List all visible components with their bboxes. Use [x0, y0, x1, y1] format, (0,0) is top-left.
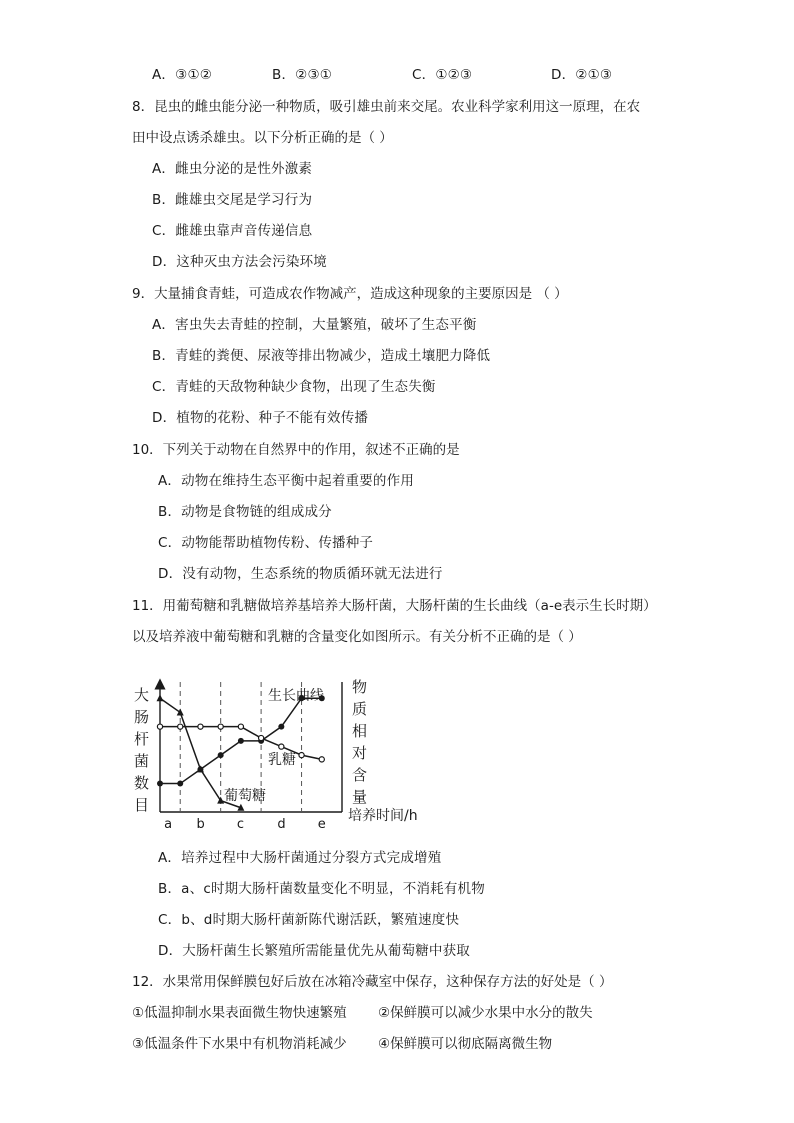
y-axis-right-label-char: 质	[352, 700, 368, 718]
period-label-c: c	[236, 817, 245, 832]
y-axis-left-label-char: 数	[134, 774, 150, 792]
y-axis-left-label-char: 大	[134, 686, 150, 704]
q7-option-d: D．②①③	[551, 67, 613, 83]
data-point	[157, 694, 164, 701]
q9-option-a: A．害虫失去青蛙的控制，大量繁殖，破坏了生态平衡	[152, 317, 477, 333]
q9-option-c: C．青蛙的天敌物种缺少食物，出现了生态失衡	[152, 379, 436, 395]
q11-option-d: D．大肠杆菌生长繁殖所需能量优先从葡萄糖中获取	[158, 943, 470, 959]
q12-item-2: ②保鲜膜可以减少水果中水分的散失	[378, 1005, 593, 1021]
data-point	[259, 735, 264, 740]
y-axis-left-label-group	[134, 686, 149, 814]
q11-stem-line2: 以及培养液中葡萄糖和乳糖的含量变化如图所示。有关分析不正确的是（ ）	[132, 629, 582, 645]
data-point	[218, 752, 224, 758]
series-label-growth: 生长曲线	[268, 688, 324, 704]
y-axis-right-label-char: 相	[352, 722, 368, 740]
q12-item-4: ④保鲜膜可以彻底隔离微生物	[378, 1036, 553, 1052]
q9-option-d: D．植物的花粉、种子不能有效传播	[152, 410, 369, 426]
data-point	[177, 708, 184, 715]
period-label-a: a	[164, 817, 173, 832]
growth-curve-chart	[128, 672, 438, 832]
q11-option-b: B．a、c时期大肠杆菌数量变化不明显，不消耗有机物	[158, 881, 485, 897]
data-point	[279, 744, 284, 749]
period-labels	[164, 817, 326, 832]
q11-option-a: A．培养过程中大肠杆菌通过分裂方式完成增殖	[158, 850, 442, 866]
q11-stem-line1: 11．用葡萄糖和乳糖做培养基培养大肠杆菌，大肠杆菌的生长曲线（a-e表示生长时期）	[132, 598, 657, 614]
data-point	[178, 724, 183, 729]
y-axis-right-label-group	[352, 678, 367, 806]
data-point	[218, 724, 223, 729]
q7-option-c: C．①②③	[412, 67, 473, 83]
q7-option-b: B．②③①	[272, 67, 333, 83]
period-label-d: d	[277, 817, 286, 832]
data-point	[177, 781, 183, 787]
q10-option-c: C．动物能帮助植物传粉、传播种子	[158, 535, 374, 551]
data-point	[198, 724, 203, 729]
data-point	[238, 724, 243, 729]
q10-option-d: D．没有动物，生态系统的物质循环就无法进行	[158, 566, 443, 582]
q12-stem: 12．水果常用保鲜膜包好后放在冰箱冷藏室中保存，这种保存方法的好处是（ ）	[132, 974, 613, 990]
y-axis-right-label-char: 含	[352, 766, 368, 784]
data-point	[157, 781, 163, 787]
q10-option-a: A．动物在维持生态平衡中起着重要的作用	[158, 473, 415, 489]
y-axis-left-label-char: 肠	[134, 708, 150, 726]
data-point	[319, 757, 324, 762]
y-axis-left-label-char: 菌	[134, 752, 150, 770]
q12-item-3: ③低温条件下水果中有机物消耗减少	[132, 1036, 347, 1052]
q8-option-b: B．雌雄虫交尾是学习行为	[152, 192, 313, 208]
y-axis-right-label-char: 物	[352, 678, 368, 696]
q8-stem-line2: 田中设点诱杀雄虫。以下分析正确的是（ ）	[132, 130, 393, 146]
q8-option-c: C．雌雄虫靠声音传递信息	[152, 223, 313, 239]
y-axis-left-label-char: 目	[134, 796, 150, 814]
q11-option-c: C．b、d时期大肠杆菌新陈代谢活跃，繁殖速度快	[158, 912, 460, 928]
q10-stem: 10．下列关于动物在自然界中的作用，叙述不正确的是	[132, 442, 460, 458]
data-point	[157, 724, 162, 729]
data-point	[299, 753, 304, 758]
y-axis-right-label-char: 量	[352, 788, 368, 806]
q10-option-b: B．动物是食物链的组成成分	[158, 504, 332, 520]
series-label-lactose: 乳糖	[268, 752, 296, 768]
q8-option-d: D．这种灭虫方法会污染环境	[152, 254, 327, 270]
x-axis-label: 培养时间/h	[348, 808, 418, 824]
q12-item-1: ①低温抑制水果表面微生物快速繁殖	[132, 1005, 347, 1021]
series-label-glucose: 葡萄糖	[224, 788, 266, 804]
data-point	[278, 724, 284, 730]
y-axis-left-label-char: 杆	[134, 730, 150, 748]
q8-stem-line1: 8．昆虫的雌虫能分泌一种物质，吸引雄虫前来交尾。农业科学家利用这一原理，在农	[132, 99, 641, 115]
data-point	[238, 738, 244, 744]
q9-stem: 9．大量捕食青蛙，可造成农作物减产，造成这种现象的主要原因是 （ ）	[132, 286, 568, 302]
q7-option-a: A．③①②	[152, 67, 213, 83]
q9-option-b: B．青蛙的粪便、尿液等排出物减少，造成土壤肥力降低	[152, 348, 491, 364]
q8-option-a: A．雌虫分泌的是性外激素	[152, 161, 313, 177]
y-axis-right-label-char: 对	[352, 744, 368, 762]
period-label-e: e	[317, 817, 326, 832]
period-label-b: b	[196, 817, 205, 832]
